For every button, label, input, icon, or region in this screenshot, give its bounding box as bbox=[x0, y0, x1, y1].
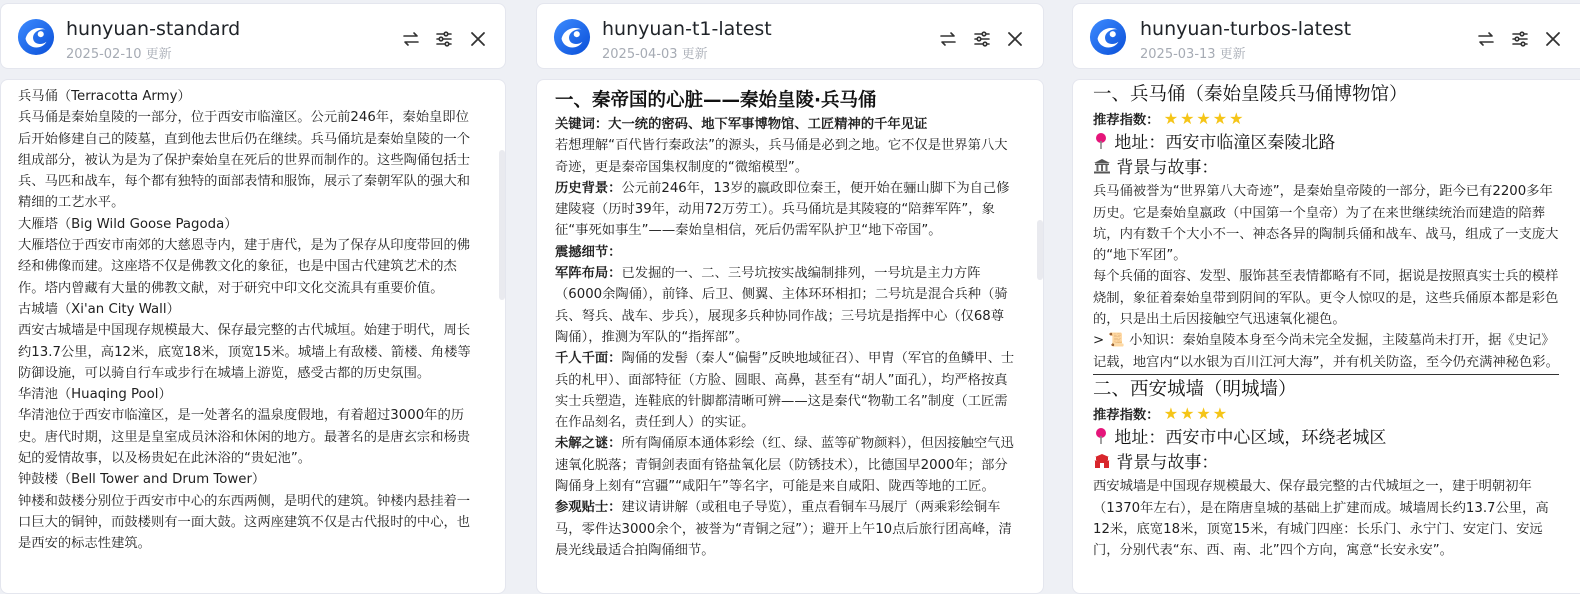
paragraph: 震撼细节： bbox=[555, 244, 622, 260]
paragraph: 兵马俑被誉为“世界第八大奇迹”，是秦始皇帝陵的一部分，距今已有2200多年历史。它是秦始皇嬴政（中国第一个皇帝）为了在来世继续统治而建造的陪葬坑，内有数千个大小不一、神态各异的陶制兵俑和战车、战马，组成了一支庞大的“地下军团”。 bbox=[1093, 184, 1559, 264]
city-gate-icon bbox=[1093, 453, 1111, 469]
paragraph: 钟鼓楼（Bell Tower and Drum Tower） bbox=[18, 472, 266, 488]
paragraph: 华清池位于西安市临潼区，是一处著名的温泉度假地，有着超过3000年的历史。唐代时期，这里是皇室成员沐浴和休闲的地方。最著名的是唐玄宗和杨贵妃的爱情故事，以及杨贵妃在此沐浴的“贵妃池”。 bbox=[18, 408, 471, 467]
paragraph: 兵马俑是秦始皇陵的一部分，位于西安市临潼区。公元前246年，秦始皇即位后开始修建自己的陵墓，直到他去世后仍在继续。兵马俑坑是秦始皇陵的一个组成部分，被认为是为了保护秦始皇在死后的世界而制作的。这些陶俑包括士兵、马匹和战车，每个都有独特的面部表情和服饰，展示了秦朝军队的强大和精细的工艺水平。 bbox=[18, 110, 471, 211]
story-row: 背景与故事： bbox=[1093, 451, 1559, 476]
model-updated-date: 2025-02-10 更新 bbox=[66, 47, 172, 62]
paragraph: 西安城墙是中国现存规模最大、保存最完整的古代城垣之一，建于明朝初年（1370年左右），是在隋唐皇城的基础上扩建而成。城墙周长约13.7公里，高12米，底宽18米，顶宽15米，有城门四座：长乐门、永宁门、安定门、安远门，分别代表“东、西、南、北”四个方向，寓意“长安永安”。 bbox=[1093, 479, 1549, 559]
response-text-1 bbox=[18, 86, 478, 555]
paragraph: 华清池（Huaqing Pool） bbox=[18, 387, 172, 403]
hunyuan-logo bbox=[1089, 18, 1127, 56]
story-row: 背景与故事： bbox=[1093, 156, 1559, 181]
paragraph: 每个兵俑的面容、发型、服饰甚至表情都略有不同，据说是按照真实士兵的模样烧制，象征着秦始皇带到阴间的军队。更令人惊叹的是，这些兵俑原本都是彩色的，只是出土后因接触空气迅速氧化褪色。 bbox=[1093, 269, 1559, 328]
section-heading: 一、秦帝国的心脏——秦始皇陵·兵马俑 bbox=[555, 90, 877, 111]
paragraph: 千人千面：陶俑的发髻（秦人“偏髻”反映地域征召）、甲胄（军官的鱼鳞甲、士兵的札甲）、面部特征（方脸、圆眼、高鼻，甚至有“胡人”面孔），均严格按真实士兵塑造，连鞋底的针脚都清晰可辨——这是秦代“物勒工名”制度（工匠需在作品刻名，责任到人）的实证。 bbox=[555, 351, 1015, 431]
map-pin-icon bbox=[1093, 427, 1109, 445]
paragraph: 兵马俑（Terracotta Army） bbox=[18, 89, 191, 104]
model-name: hunyuan-t1-latest bbox=[602, 18, 772, 40]
section-heading: 二、西安城墙（明城墙） bbox=[1093, 378, 1297, 400]
close-icon[interactable] bbox=[1542, 28, 1564, 50]
hunyuan-logo bbox=[553, 18, 591, 56]
address-row: 地址：西安市临潼区秦陵北路 bbox=[1093, 131, 1559, 156]
paragraph: 军阵布局：已发掘的一、二、三号坑按实战编制排列，一号坑是主力方阵（6000余陶俑），前锋、后卫、侧翼、主体环环相扣；二号坑是混合兵种（骑兵、弩兵、战车、步兵），展现多兵种协同作战；三号坑是指挥中心（仅68尊陶俑），推测为军队的“指挥部”。 bbox=[555, 266, 1008, 345]
tip-paragraph: > 📜 小知识：秦始皇陵本身至今尚未完全发掘，主陵墓尚未打开，据《史记》记载，地宫内“以水银为百川江河大海”，并有机关防盗，至今仍充满神秘色彩。 bbox=[1093, 333, 1559, 370]
model-updated-date: 2025-04-03 更新 bbox=[602, 47, 708, 62]
settings-sliders-icon[interactable] bbox=[433, 28, 455, 50]
close-icon[interactable] bbox=[467, 28, 489, 50]
close-icon[interactable] bbox=[1004, 28, 1026, 50]
paragraph: 参观贴士：建议请讲解（或租电子导览），重点看铜车马展厅（两乘彩绘铜车马，零件达3000余个，被誉为“青铜之冠”）；避开上午10点后旅行团高峰，清晨光线最适合拍陶俑细节。 bbox=[555, 500, 1012, 558]
response-text-2 bbox=[555, 88, 1017, 561]
response-text-3 bbox=[1093, 82, 1559, 561]
swap-icon[interactable] bbox=[1475, 28, 1497, 50]
rating-row: 推荐指数： ★★★★★ bbox=[1093, 109, 1246, 128]
model-header-1 bbox=[0, 3, 506, 69]
rating-row: 推荐指数： ★★★★ bbox=[1093, 403, 1230, 423]
model-name: hunyuan-standard bbox=[66, 18, 241, 40]
settings-sliders-icon[interactable] bbox=[971, 28, 993, 50]
paragraph: 历史背景：公元前246年，13岁的嬴政即位秦王，便开始在骊山脚下为自己修建陵寝（历时39年，动用72万劳工）。兵马俑坑是其陵寝的“陪葬军阵”，象征“事死如事生”——秦始皇相信，死后仍需军队护卫“地下帝国”。 bbox=[555, 180, 1010, 239]
address-row: 地址：西安市中心区域，环绕老城区 bbox=[1093, 426, 1559, 451]
paragraph: 钟楼和鼓楼分别位于西安市中心的东西两侧，是明代的建筑。钟楼内悬挂着一口巨大的铜钟，而鼓楼则有一面大鼓。这两座建筑不仅是古代报时的中心，也是西安的标志性建筑。 bbox=[18, 493, 471, 552]
response-panel-1 bbox=[0, 79, 506, 594]
scrollbar[interactable] bbox=[499, 150, 505, 300]
map-pin-icon bbox=[1093, 132, 1109, 150]
model-updated-date: 2025-03-13 更新 bbox=[1140, 47, 1246, 62]
star-rating: ★★★★ bbox=[1163, 403, 1230, 423]
paragraph: 古城墙（Xi'an City Wall） bbox=[18, 301, 180, 317]
paragraph: 未解之谜：所有陶俑原本通体彩绘（红、绿、蓝等矿物颜料），但因接触空气迅速氧化脱落；青铜剑表面有铬盐氧化层（防锈技术），比德国早2000年；部分陶俑身上刻有“宫疆”“咸阳午”等名字，可能是来自咸阳、陇西等地的工匠。 bbox=[555, 436, 1014, 495]
star-rating: ★★★★★ bbox=[1163, 109, 1246, 128]
swap-icon[interactable] bbox=[400, 28, 422, 50]
temple-icon bbox=[1093, 158, 1111, 174]
hunyuan-logo bbox=[17, 18, 55, 56]
paragraph: 大雁塔（Big Wild Goose Pagoda） bbox=[18, 216, 238, 232]
paragraph: 若想理解“百代皆行秦政法”的源头，兵马俑是必到之地。它不仅是世界第八大奇迹，更是秦帝国集权制度的“微缩模型”。 bbox=[555, 138, 1008, 175]
section-heading: 一、兵马俑（秦始皇陵兵马俑博物馆） bbox=[1093, 84, 1408, 105]
paragraph: 大雁塔位于西安市南郊的大慈恩寺内，建于唐代，是为了保存从印度带回的佛经和佛像而建。这座塔不仅是佛教文化的象征，也是中国古代建筑艺术的杰作。塔内曾藏有大量的佛教文献，对于研究中印文化交流具有重要价值。 bbox=[18, 238, 471, 296]
scrollbar[interactable] bbox=[1037, 220, 1043, 280]
swap-icon[interactable] bbox=[937, 28, 959, 50]
model-name: hunyuan-turbos-latest bbox=[1140, 18, 1352, 40]
divider bbox=[1093, 374, 1559, 375]
settings-sliders-icon[interactable] bbox=[1509, 28, 1531, 50]
model-header-3 bbox=[1072, 3, 1580, 69]
response-panel-3 bbox=[1072, 79, 1580, 594]
response-panel-2 bbox=[536, 79, 1044, 594]
paragraph: 西安古城墙是中国现存规模最大、保存最完整的古代城垣。始建于明代，周长约13.7公里，高12米，底宽18米，顶宽15米。城墙上有敌楼、箭楼、角楼等防御设施，可以骑自行车或步行在城墙上游览，感受古都的历史氛围。 bbox=[18, 323, 471, 381]
model-header-2 bbox=[536, 3, 1044, 69]
paragraph: 关键词：大一统的密码、地下军事博物馆、工匠精神的千年见证 bbox=[555, 117, 928, 132]
